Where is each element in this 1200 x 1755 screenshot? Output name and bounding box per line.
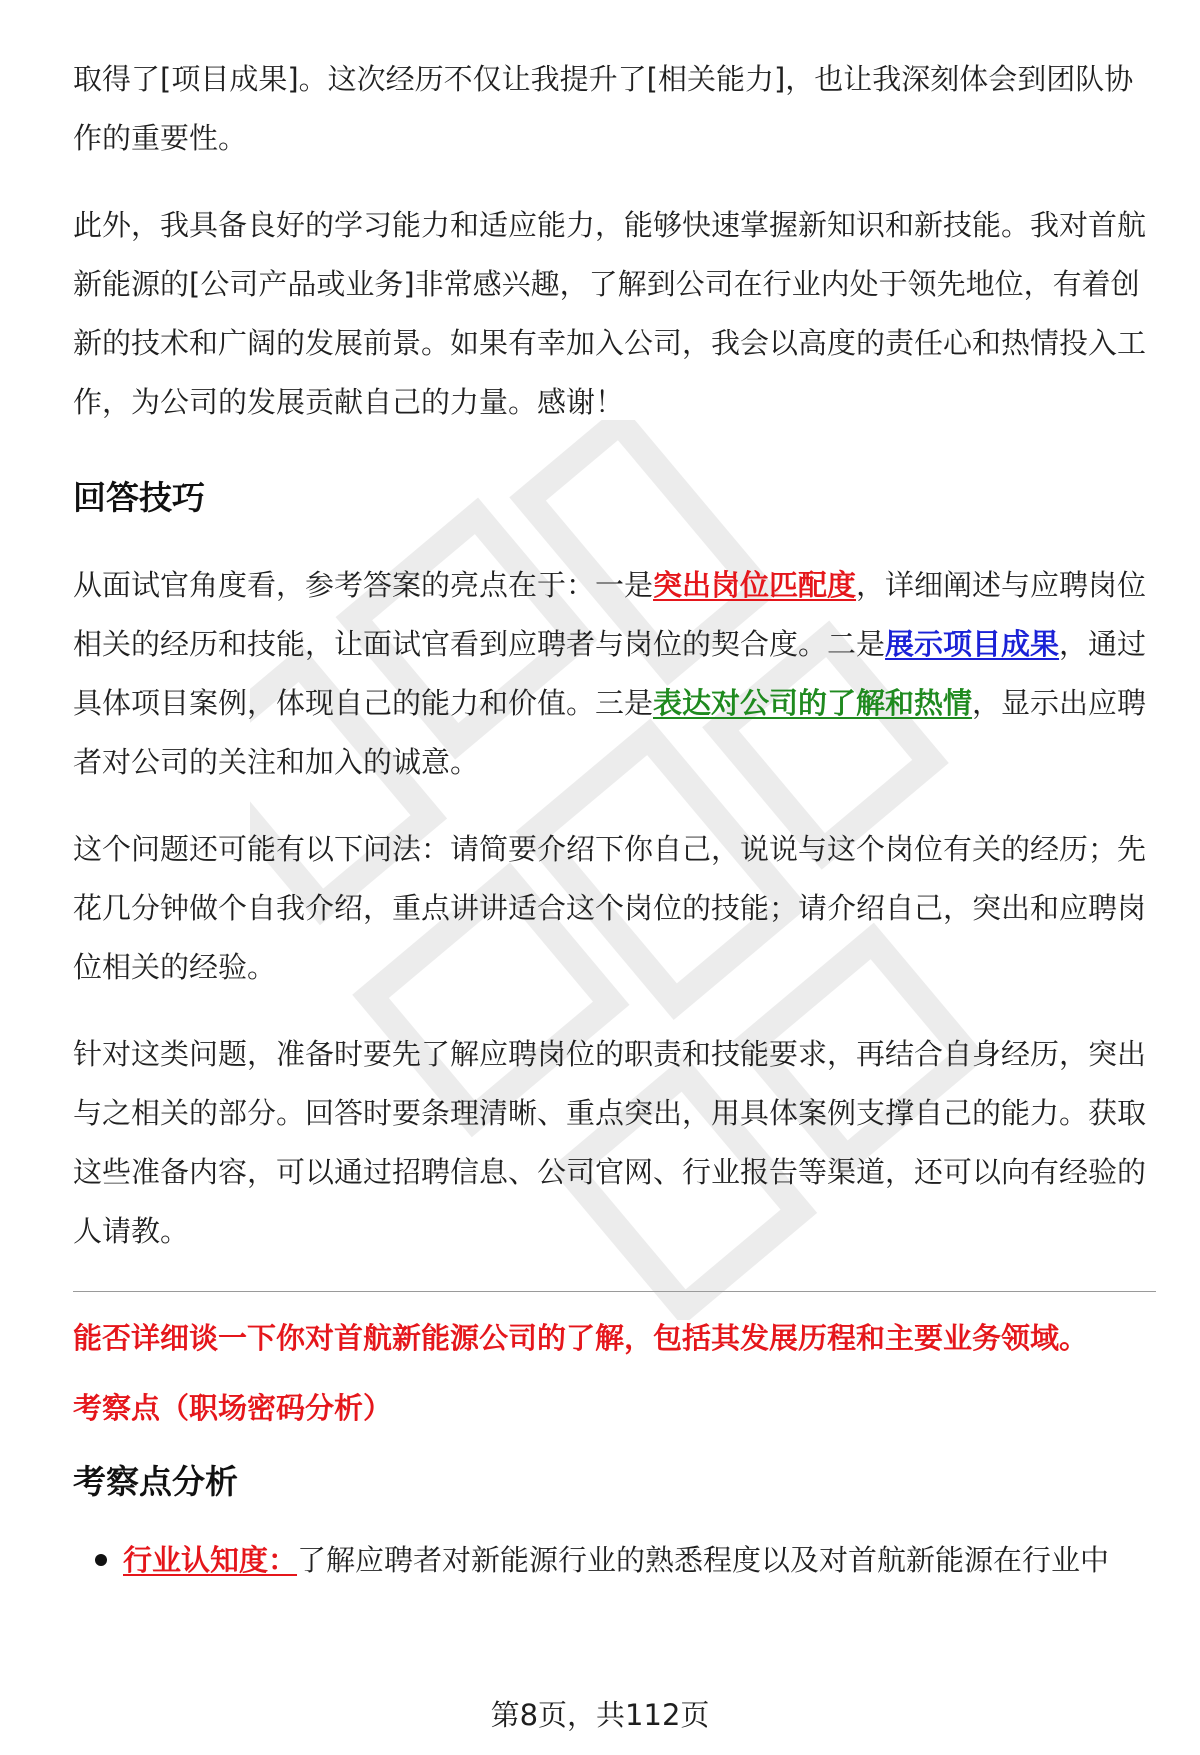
section-heading-answer-tips: 回答技巧 bbox=[73, 478, 205, 517]
analysis-bullet-list bbox=[73, 1538, 1156, 1582]
section-divider bbox=[73, 1291, 1156, 1292]
bullet-dot-icon bbox=[95, 1554, 107, 1566]
highlight-company-passion: 表达对公司的了解和热情 bbox=[653, 686, 973, 720]
paragraph-learning-ability: 此外，我具备良好的学习能力和适应能力，能够快速掌握新知识和新技能。我对首航新能源的[公司产品或业务]非常感兴趣，了解到公司在行业内处于领先地位，有着创新的技术和广阔的发展前景。如果有幸加入公司，我会以高度的责任心和热情投入工作，为公司的发展贡献自己的力量。感谢！ bbox=[73, 208, 1147, 419]
question-title: 能否详细谈一下你对首航新能源公司的了解，包括其发展历程和主要业务领域。 bbox=[73, 1321, 1089, 1355]
page-number-footer: 第8页，共112页 bbox=[490, 1698, 710, 1732]
paragraph-alternative-questions: 这个问题还可能有以下问法：请简要介绍下你自己，说说与这个岗位有关的经历；先花几分钟做个自我介绍，重点讲讲适合这个岗位的技能；请介绍自己，突出和应聘岗位相关的经验。 bbox=[73, 832, 1147, 984]
paragraph-answer-highlights bbox=[73, 556, 1156, 792]
paragraph-preparation-advice: 针对这类问题，准备时要先了解应聘岗位的职责和技能要求，再结合自身经历，突出与之相关的部分。回答时要条理清晰、重点突出，用具体案例支撑自己的能力。获取这些准备内容，可以通过招聘信息、公司官网、行业报告等渠道，还可以向有经验的人请教。 bbox=[73, 1037, 1147, 1248]
tips-text-1: 从面试官角度看，参考答案的亮点在于：一是 bbox=[73, 568, 654, 602]
tips-text-3: ，通过具体项目案例，体现自己的能力和价值。三是 bbox=[73, 627, 1147, 720]
main-content bbox=[73, 50, 1156, 1582]
section-heading-analysis: 考察点分析 bbox=[73, 1462, 238, 1501]
bullet-text-industry-awareness: 了解应聘者对新能源行业的熟悉程度以及对首航新能源在行业中 bbox=[297, 1543, 1110, 1577]
highlight-project-results: 展示项目成果 bbox=[885, 627, 1060, 661]
highlight-job-match: 突出岗位匹配度 bbox=[653, 568, 857, 602]
bullet-label-industry-awareness: 行业认知度： bbox=[123, 1543, 298, 1577]
question-subtitle: 考察点（职场密码分析） bbox=[73, 1391, 393, 1425]
tips-text-4: ，显示出应聘者对公司的关注和加入的诚意。 bbox=[73, 686, 1147, 779]
tips-text-2: ，详细阐述与应聘岗位相关的经历和技能，让面试官看到应聘者与岗位的契合度。二是 bbox=[73, 568, 1147, 661]
paragraph-project-result: 取得了[项目成果]。这次经历不仅让我提升了[相关能力]，也让我深刻体会到团队协作的重要性。 bbox=[73, 62, 1134, 155]
list-item bbox=[123, 1538, 1156, 1582]
